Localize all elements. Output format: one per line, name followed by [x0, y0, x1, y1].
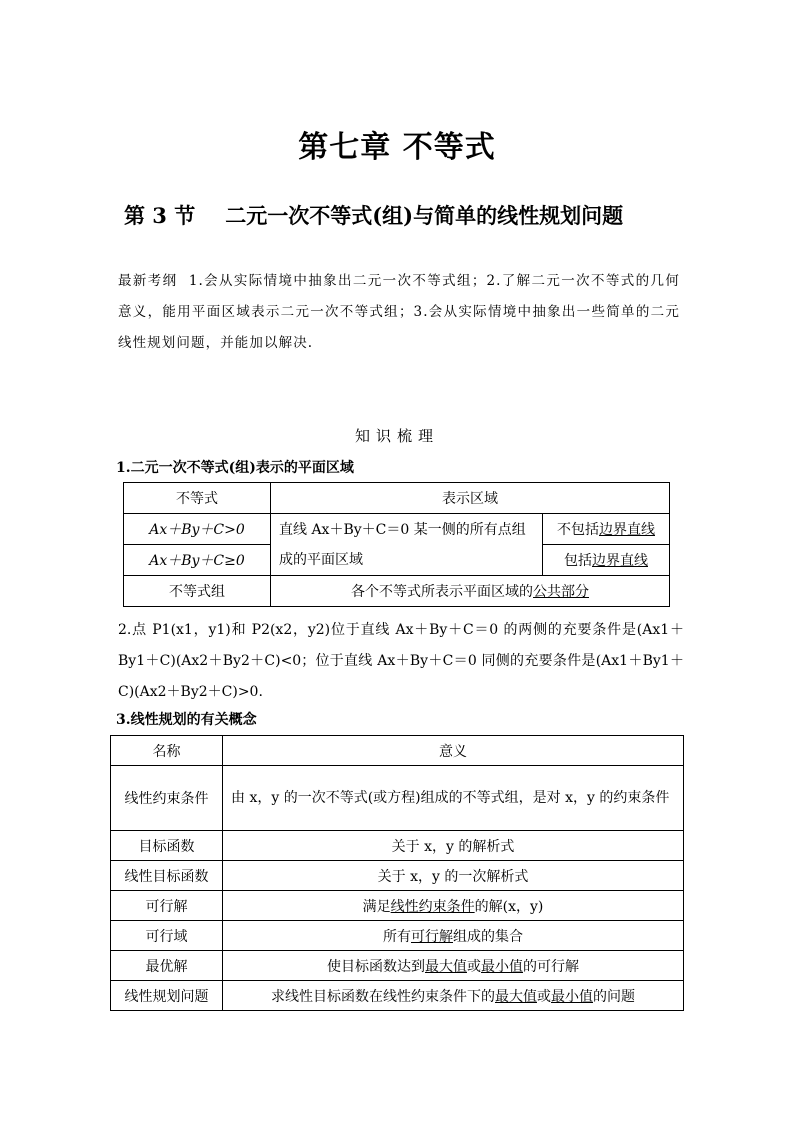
table-header-row [111, 736, 684, 766]
table-row [111, 981, 684, 1011]
region-description-cell: 直线 Ax＋By＋C＝0 某一侧的所有点组成的平面区域 [271, 514, 543, 576]
part3-heading: 3.线性规划的有关概念 [116, 712, 257, 728]
concept-name-cell: 线性约束条件 [111, 766, 223, 831]
meaning-underlined: 可行解 [411, 928, 453, 945]
chapter-title: 第七章 不等式 [298, 130, 496, 165]
header-cell: 意义 [223, 736, 684, 766]
part2-paragraph: 2.点 P1(x1，y1)和 P2(x2，y2)位于直线 Ax＋By＋C＝0 的两侧的充要条件是(Ax1＋By1＋C)(Ax2＋By2＋C)<0；位于直线 Ax＋By＋C＝0 同侧的充要条件是(Ax1＋By1＋C)(Ax2＋By2＋C)>0. [118, 622, 684, 700]
concept-name-cell: 线性目标函数 [111, 861, 223, 891]
meaning-part: 使目标函数达到 [327, 958, 425, 975]
note-prefix: 不包括 [557, 522, 599, 538]
system-description-cell [271, 576, 670, 607]
meaning-part: 或 [537, 988, 551, 1005]
system-label-cell: 不等式组 [124, 576, 271, 607]
table-row [111, 921, 684, 951]
header-cell: 不等式 [124, 483, 271, 514]
concept-meaning-cell [223, 951, 684, 981]
meaning-part: 的可行解 [523, 958, 579, 975]
meaning-underlined: 线性约束条件 [390, 898, 475, 915]
concept-name-cell: 目标函数 [111, 831, 223, 861]
meaning-part: 的问题 [593, 988, 635, 1005]
note-underlined: 边界直线 [599, 522, 655, 538]
header-cell: 表示区域 [271, 483, 670, 514]
table-row [111, 766, 684, 831]
concept-name-cell: 最优解 [111, 951, 223, 981]
boundary-note-cell [543, 545, 670, 576]
section-number: 第 3 节 [124, 203, 196, 228]
table-header-row [124, 483, 670, 514]
table-row [111, 891, 684, 921]
concept-meaning-cell [223, 891, 684, 921]
boundary-note-cell [543, 514, 670, 545]
note-prefix: 包括 [564, 553, 592, 569]
meaning-underlined: 最大值 [425, 958, 467, 975]
table-row [111, 951, 684, 981]
meaning-part: 或 [467, 958, 481, 975]
syllabus-text: 1.会从实际情境中抽象出二元一次不等式组；2.了解二元一次不等式的几何意义，能用平面区域表示二元一次不等式组；3.会从实际情境中抽象出一些简单的二元线性规划问题，并能加以解决. [118, 273, 680, 351]
desc-prefix: 各个不等式所表示平面区域的 [351, 584, 533, 600]
meaning-part: 所有 [383, 928, 411, 945]
syllabus-label: 最新考纲 [118, 273, 178, 289]
note-underlined: 边界直线 [592, 553, 648, 569]
concept-name-cell: 可行域 [111, 921, 223, 951]
concept-meaning-cell: 关于 x，y 的一次解析式 [223, 861, 684, 891]
concept-name-cell: 线性规划问题 [111, 981, 223, 1011]
table-row [111, 861, 684, 891]
inequality-region-table [123, 482, 670, 607]
meaning-part: 满足 [362, 898, 391, 915]
inequality-cell: Ax＋By＋C>0 [124, 514, 271, 545]
header-cell: 名称 [111, 736, 223, 766]
knowledge-summary-heading: 知识梳理 [354, 427, 439, 445]
table-row [124, 514, 670, 545]
meaning-underlined: 最小值 [551, 988, 593, 1005]
meaning-underlined: 最小值 [481, 958, 523, 975]
section-title [124, 200, 694, 230]
linear-programming-concepts-table [110, 735, 684, 1011]
meaning-part: 组成的集合 [453, 928, 523, 945]
concept-meaning-cell: 关于 x，y 的解析式 [223, 831, 684, 861]
concept-name-cell: 可行解 [111, 891, 223, 921]
section-name: 二元一次不等式(组)与简单的线性规划问题 [225, 203, 624, 228]
meaning-part: 的解(x，y) [474, 898, 544, 915]
syllabus-paragraph [118, 266, 680, 359]
concept-meaning-cell [223, 921, 684, 951]
inequality-cell: Ax＋By＋C≥0 [124, 545, 271, 576]
concept-meaning-cell: 由 x，y 的一次不等式(或方程)组成的不等式组，是对 x，y 的约束条件 [223, 766, 684, 831]
part1-heading: 1.二元一次不等式(组)表示的平面区域 [116, 460, 354, 476]
concept-meaning-cell [223, 981, 684, 1011]
desc-underlined: 公共部分 [533, 584, 589, 600]
table-row [124, 576, 670, 607]
meaning-underlined: 最大值 [495, 988, 537, 1005]
meaning-part: 求线性目标函数在线性约束条件下的 [271, 988, 495, 1005]
table-row [111, 831, 684, 861]
